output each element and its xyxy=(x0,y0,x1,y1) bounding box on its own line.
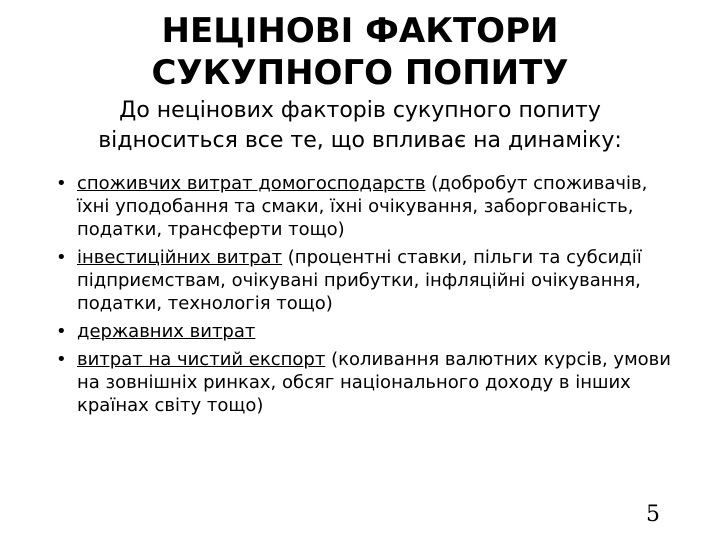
bullet-detail: (процентні ставки, пільги та субсидії підприємствам, очікувані прибутки, інфляційні очікування, податки, технологія тощо) xyxy=(77,247,642,314)
bullet-marker: • xyxy=(56,321,67,342)
bullet-list xyxy=(56,172,676,422)
term-link-consumer-spending[interactable]: споживчих витрат домогосподарств xyxy=(77,173,426,194)
bullet-item-consumer-spending xyxy=(56,172,676,241)
page-number: 5 xyxy=(646,502,660,527)
slide-title-line-2: СУКУПНОГО ПОПИТУ xyxy=(151,53,569,93)
bullet-item-investment-spending xyxy=(56,246,676,315)
bullet-detail: (добробут споживачів, їхні уподобання та смаки, їхні очікування, заборгованість, податки, трансферти тощо) xyxy=(77,173,648,240)
term-link-net-exports[interactable]: витрат на чистий експорт xyxy=(77,349,326,370)
bullet-item-net-exports xyxy=(56,348,676,417)
term-link-government-spending[interactable]: державних витрат xyxy=(77,321,256,342)
slide-subtitle: До нецінових факторів сукупного попиту відноситься все те, що впливає на динаміку: xyxy=(98,98,622,153)
term-link-investment-spending[interactable]: інвестиційних витрат xyxy=(77,247,283,268)
bullet-item-government-spending xyxy=(56,320,676,343)
bullet-marker: • xyxy=(56,349,67,370)
slide-title-line-1: НЕЦІНОВІ ФАКТОРИ xyxy=(161,11,559,51)
slide-title xyxy=(0,10,720,94)
bullet-marker: • xyxy=(56,173,67,194)
bullet-marker: • xyxy=(56,247,67,268)
bullet-detail: (коливання валютних курсів, умови на зовнішніх ринках, обсяг національного доходу в інших країнах світу тощо) xyxy=(77,349,671,416)
